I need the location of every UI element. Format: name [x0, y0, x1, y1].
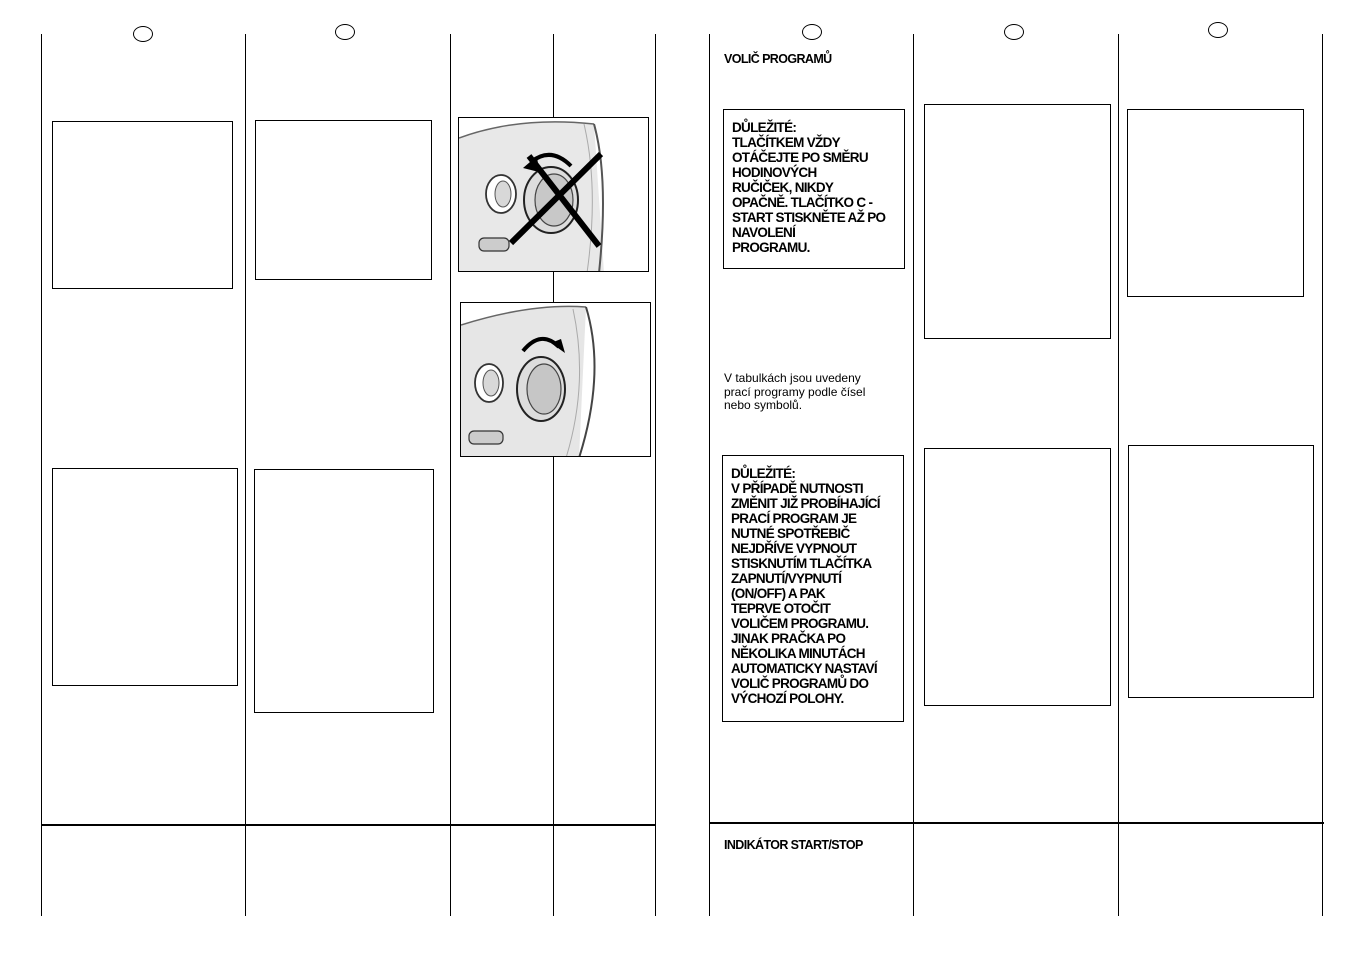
empty-text-box — [1127, 109, 1304, 297]
empty-text-box — [52, 468, 238, 686]
column-divider — [245, 34, 246, 916]
dial-clockwise-arrow-icon — [461, 303, 651, 457]
column-divider — [655, 34, 656, 916]
column-divider — [709, 34, 710, 916]
section-divider — [709, 822, 1324, 824]
language-marker-circle — [133, 26, 153, 42]
column-divider — [450, 34, 451, 916]
important-notice-text: DŮLEŽITÉ: V PŘÍPADĚ NUTNOSTI ZMĚNIT JIŽ PROBÍHAJÍCÍ PRACÍ PROGRAM JE NUTNÉ SPOTŘEBIČ NEJDŘÍVE VYPNOUT STISKNUTÍM TLAČÍTKA ZAPNUTÍ/VYPNUTÍ (ON/OFF) A PAK TEPRVE OTOČIT VOLIČEM PROGRAMU. JINAK PRAČKA PO NĚKOLIKA MINUTÁCH AUTOMATICKY NASTAVÍ VOLIČ PROGRAMŮ DO VÝCHOZÍ POLOHY. — [731, 466, 880, 706]
section-divider — [41, 824, 656, 826]
tables-note: V tabulkách jsou uvedeny prací programy podle čísel nebo symbolů. — [724, 371, 866, 412]
empty-text-box — [924, 104, 1111, 339]
column-divider — [913, 34, 914, 916]
empty-text-box — [924, 448, 1111, 706]
important-notice-text: DŮLEŽITÉ: TLAČÍTKEM VŽDY OTÁČEJTE PO SMĚRU HODINOVÝCH RUČIČEK, NIKDY OPAČNĚ. TLAČÍTKO C - START STISKNĚTE AŽ PO NAVOLENÍ PROGRAMU. — [732, 120, 886, 255]
dial-counterclockwise-crossed-icon — [459, 118, 649, 272]
program-selector-heading: VOLIČ PROGRAMŮ — [724, 52, 832, 66]
empty-text-box — [255, 120, 432, 280]
start-stop-indicator-heading: INDIKÁTOR START/STOP — [724, 838, 863, 852]
column-divider — [1322, 34, 1323, 916]
language-marker-circle — [335, 24, 355, 40]
column-divider — [1118, 34, 1119, 916]
column-divider — [41, 34, 42, 916]
language-marker-circle — [802, 24, 822, 40]
language-marker-circle — [1004, 24, 1024, 40]
important-notice-box — [722, 455, 904, 722]
dial-wrong-illustration — [458, 117, 649, 272]
dial-correct-illustration — [460, 302, 651, 457]
language-marker-circle — [1208, 22, 1228, 38]
empty-text-box — [52, 121, 233, 289]
empty-text-box — [254, 469, 434, 713]
empty-text-box — [1128, 445, 1314, 698]
important-notice-box — [723, 109, 905, 269]
